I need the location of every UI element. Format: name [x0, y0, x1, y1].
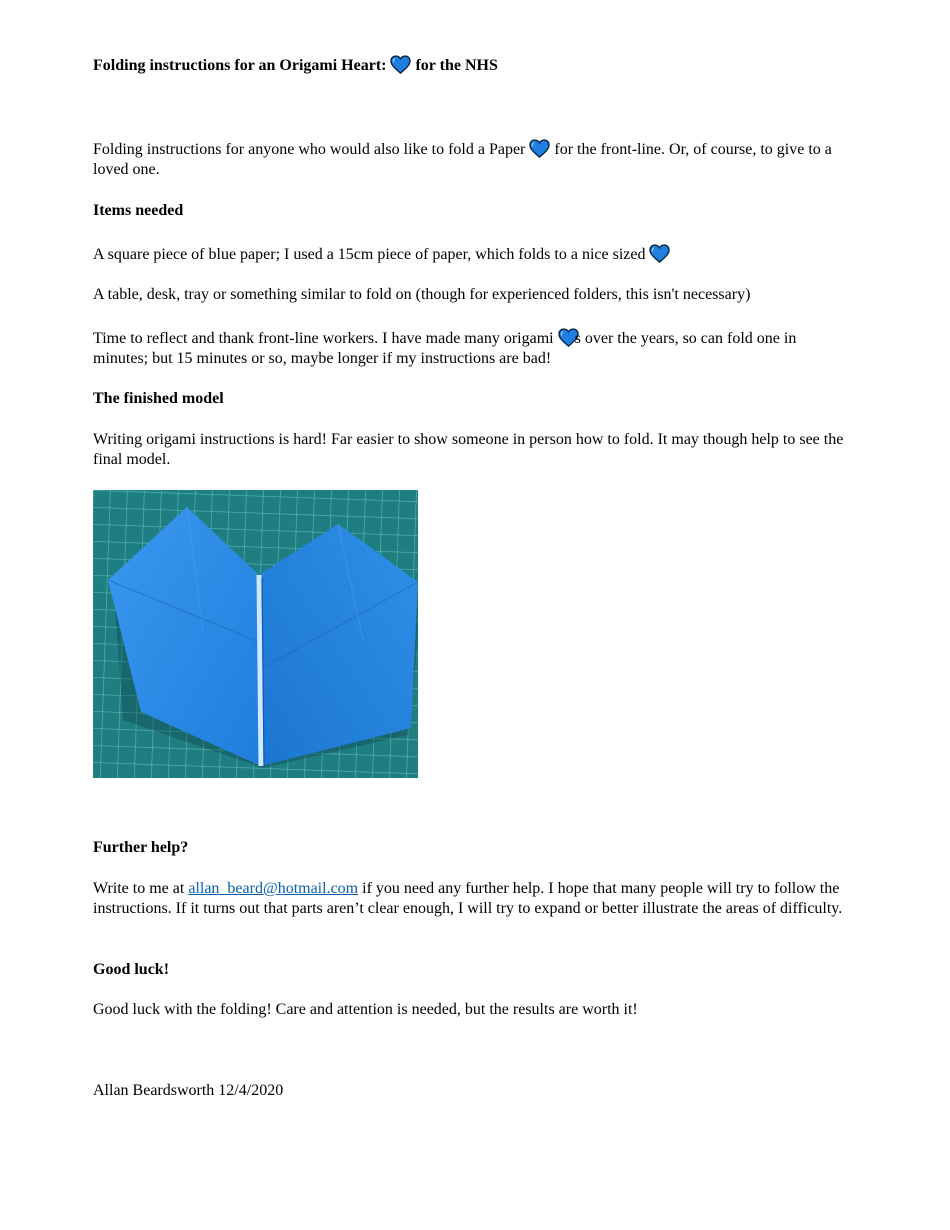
intro-paragraph [93, 139, 855, 180]
finished-model-photo [93, 490, 418, 778]
luck-heading: Good luck! [93, 961, 170, 978]
finished-paragraph: Writing origami instructions is hard! Far easier to show someone in person how to fold. It may though help to see the final model. [93, 431, 844, 468]
blue-heart-emoji-icon [649, 244, 670, 263]
help-paragraph [93, 879, 855, 919]
item-paper-text: A square piece of blue paper; I used a 15cm piece of paper, which folds to a nice sized [93, 246, 646, 263]
intro-text-start: Folding instructions for anyone who would also like to fold a Paper [93, 141, 526, 158]
item-paper [93, 244, 855, 265]
signature: Allan Beardsworth 12/4/2020 [93, 1082, 284, 1099]
item-time [93, 328, 855, 369]
help-text-start: Write to me at [93, 880, 185, 897]
document-title [93, 55, 855, 76]
title-text-start: Folding instructions for an Origami Heart: [93, 57, 387, 74]
item-time-text-start: Time to reflect and thank front-line workers. I have made many origami [93, 330, 554, 347]
help-text-end: if you need any further help. I hope that many people will try to follow the instructions. If it turns out that parts aren’t clear enough, I will try to expand or better illustrate the areas of difficulty. [93, 880, 843, 917]
item-table: A table, desk, tray or something similar to fold on (though for experienced folders, this isn't necessary) [93, 286, 751, 303]
finished-heading: The finished model [93, 390, 224, 407]
blue-heart-emoji-icon [390, 55, 411, 74]
help-heading: Further help? [93, 839, 189, 856]
item-time-text-end: s over the years, so can fold one in minutes; but 15 minutes or so, maybe longer if my instructions are bad! [93, 330, 797, 367]
luck-paragraph: Good luck with the folding! Care and attention is needed, but the results are worth it! [93, 1001, 638, 1018]
blue-heart-emoji-icon [529, 139, 550, 158]
email-link[interactable]: allan_beard@hotmail.com [188, 880, 359, 897]
intro-text-end: for the front-line. Or, of course, to give to a loved one. [93, 141, 832, 178]
title-text-end: for the NHS [415, 57, 498, 74]
items-heading: Items needed [93, 202, 184, 219]
